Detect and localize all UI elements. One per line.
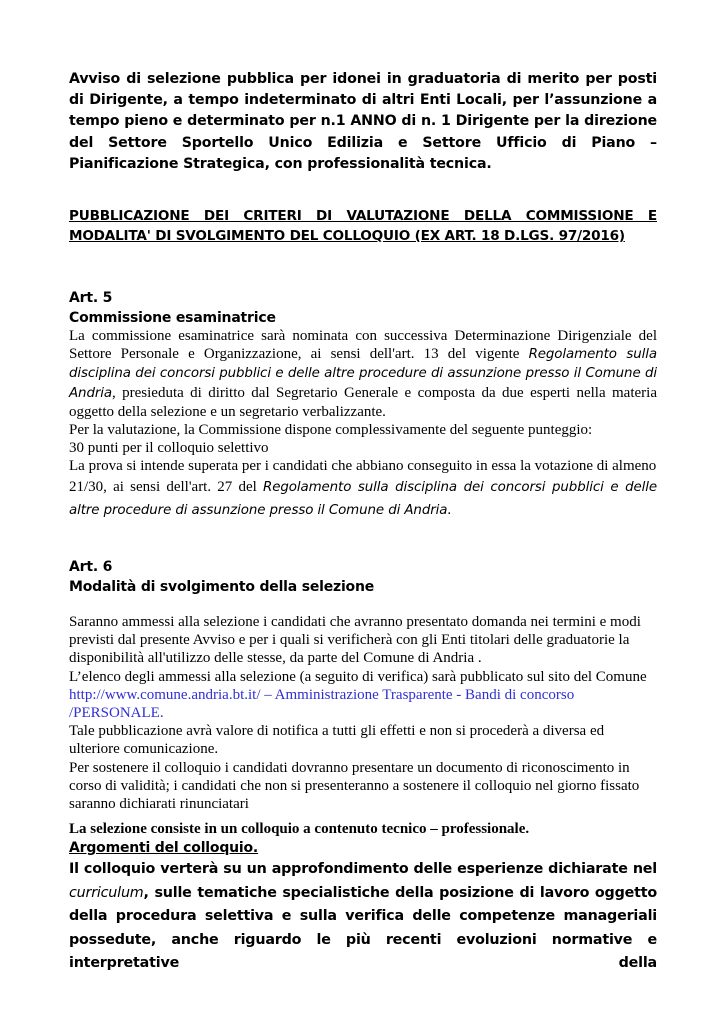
regulation-title: Regolamento sulla disciplina dei concorsi pubblici e delle altre procedure di assunzione presso il Comune di Andria bbox=[69, 347, 657, 401]
article-5-paragraph-3: 30 punti per il colloquio selettivo bbox=[69, 440, 269, 457]
article-5-paragraph-4-line-1: La prova si intende superata per i candidati che abbiano conseguito in essa la votazione di almeno bbox=[69, 458, 657, 475]
article-6-number: Art. 6 bbox=[69, 559, 113, 575]
document-title: Avviso di selezione pubblica per idonei in graduatoria di merito per posti di Dirigente, a tempo indeterminato di altri Enti Locali, per l’assunzione a tempo pieno e determinato per n.1 ANNO di n. 1 Dirigente per la direzione del Settore Sportello Unico Edilizia e Settore Ufficio di Piano – Pianificazione Strategica, con professionalità tecnica. bbox=[69, 71, 657, 172]
article-6-heading: Modalità di svolgimento della selezione bbox=[69, 579, 375, 595]
curriculum-term: curriculum bbox=[69, 884, 144, 901]
arguments-heading: Argomenti del colloquio. bbox=[69, 840, 259, 856]
article-5-number: Art. 5 bbox=[69, 290, 113, 306]
article-5-p4-text-after: . bbox=[447, 501, 452, 518]
article-5-paragraph-1 bbox=[69, 327, 657, 421]
selection-summary: La selezione consiste in un colloquio a contenuto tecnico – professionale. bbox=[69, 821, 530, 837]
article-6-paragraph-4: Per sostenere il colloquio i candidati dovranno presentare un documento di riconoscimento in corso di validità; i candidati che non si presenteranno a sostenere il colloquio nel giorno fissato saranno dichiarati rinunciatari bbox=[69, 759, 640, 813]
article-6-paragraph-2: L’elenco degli ammessi alla selezione (a seguito di verifica) sarà pubblicato sul sito del Comune bbox=[69, 668, 647, 685]
transparency-link-continued[interactable]: /PERSONALE. bbox=[69, 705, 164, 722]
article-5-paragraph-2: Per la valutazione, la Commissione dispone complessivamente del seguente punteggio: bbox=[69, 422, 593, 439]
transparency-link[interactable]: http://www.comune.andria.bt.it/ – Amministrazione Trasparente - Bandi di concorso bbox=[69, 686, 575, 703]
interview-section bbox=[69, 820, 657, 976]
regulation-title: Regolamento sulla disciplina dei concorsi pubblici e delle altre procedure di assunzione presso il Comune di Andria bbox=[69, 479, 657, 518]
article-6-paragraph-3: Tale pubblicazione avrà valore di notifica a tutti gli effetti e non si procederà a diversa ed ulteriore comunicazione. bbox=[69, 723, 605, 758]
article-5-p1-text: La commissione esaminatrice sarà nominata con successiva Determinazione Dirigenziale del Settore Personale e Organizzazione, ai sensi dell'art. 13 del vigente bbox=[69, 328, 657, 363]
article-5-paragraph-4 bbox=[69, 476, 657, 522]
article-6-body bbox=[69, 613, 657, 813]
article-5 bbox=[69, 289, 657, 522]
arguments-text: Il colloquio verterà su un approfondimento delle esperienze dichiarate nel bbox=[69, 861, 657, 877]
arguments-text-after: , sulle tematiche specialistiche della posizione di lavoro oggetto della procedura selettiva e sulla verifica delle competenze manageriali possedute, anche riguardo le più recenti evoluzioni normative e interpretative della bbox=[69, 884, 657, 971]
article-5-heading: Commissione esaminatrice bbox=[69, 310, 276, 326]
arguments-paragraph bbox=[69, 858, 657, 976]
article-5-p1-text-after: , presieduta di diritto dal Segretario Generale e composta da due esperti nella materia oggetto della selezione e un segretario verbalizzante. bbox=[69, 384, 657, 420]
article-6-paragraph-1: Saranno ammessi alla selezione i candidati che avranno presentato domanda nei termini e modi previsti dal presente Avviso e per i quali si verificherà con gli Enti titolari delle graduatorie la disponibilità all'utilizzo delle stesse, da parte del Comune di Andria . bbox=[69, 614, 641, 667]
article-5-p4-text: 21/30, ai sensi dell'art. 27 del bbox=[69, 478, 264, 495]
article-6 bbox=[69, 558, 657, 597]
document-subheading: PUBBLICAZIONE DEI CRITERI DI VALUTAZIONE DELLA COMMISSIONE E MODALITA' DI SVOLGIMENTO DEL COLLOQUIO (EX ART. 18 D.LGS. 97/2016) bbox=[69, 208, 657, 244]
